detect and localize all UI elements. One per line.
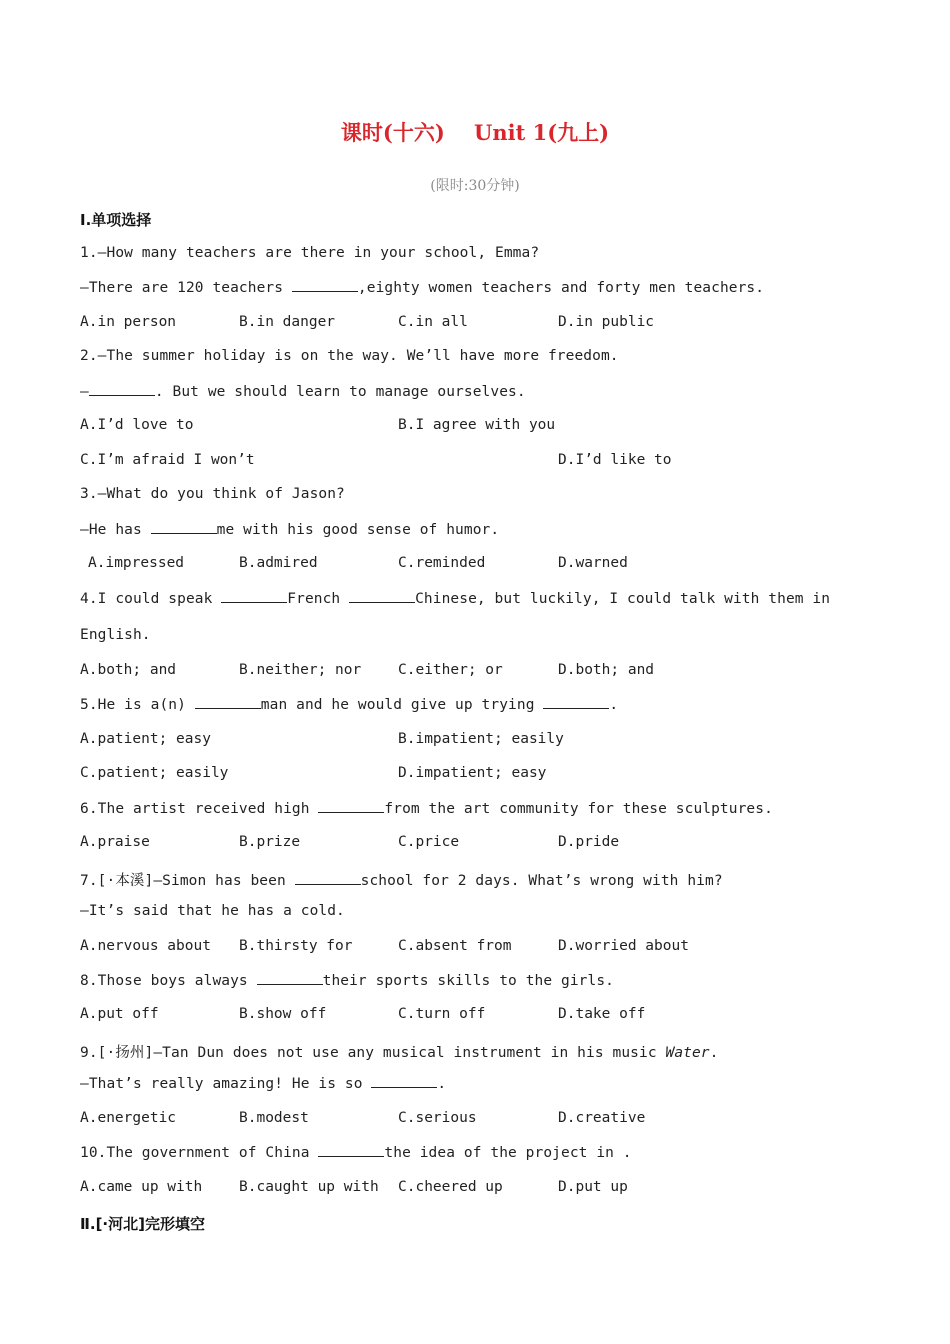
option-b: B.neither; nor: [239, 662, 362, 678]
option-d: D.warned: [558, 555, 628, 571]
time-limit: (限时:30分钟): [430, 178, 520, 194]
option-a: A.patient; easy: [80, 731, 211, 747]
question-9-stem: 9.[·扬州]—Tan Dun does not use any musical instrument in his music Water.: [80, 1045, 719, 1061]
question-9-line2: —That’s really amazing! He is so .: [80, 1076, 447, 1092]
option-b: B.impatient; easily: [398, 731, 564, 747]
question-8-stem: 8.Those boys always their sports skills to the girls.: [80, 973, 614, 989]
option-c: C.either; or: [398, 662, 503, 678]
option-a: A.put off: [80, 1006, 159, 1022]
answer-blank: [371, 1075, 437, 1088]
option-d: D.in public: [558, 314, 655, 330]
option-c: C.price: [398, 834, 460, 850]
music-title: Water: [665, 1045, 710, 1061]
section-title-single-choice: Ⅰ.单项选择: [80, 211, 152, 229]
option-d: D.impatient; easy: [398, 765, 547, 781]
option-b: B.I agree with you: [398, 417, 556, 433]
option-a: A.praise: [80, 834, 150, 850]
option-a: A.in person: [80, 314, 177, 330]
option-a: A.came up with: [80, 1179, 203, 1195]
question-4-line2: English.: [80, 627, 151, 643]
option-b: B.caught up with: [239, 1179, 379, 1195]
question-3-stem: 3.—What do you think of Jason?: [80, 486, 345, 502]
answer-blank: [292, 279, 358, 292]
option-b: B.modest: [239, 1110, 309, 1126]
option-d: D.pride: [558, 834, 620, 850]
option-c: C.absent from: [398, 938, 512, 954]
section-title-cloze: Ⅱ.[·河北]完形填空: [80, 1215, 205, 1233]
question-5-stem: 5.He is a(n) man and he would give up trying .: [80, 697, 619, 713]
option-c: C.I’m afraid I won’t: [80, 452, 255, 468]
option-b: B.prize: [239, 834, 301, 850]
option-b: B.thirsty for: [239, 938, 353, 954]
answer-blank: [195, 696, 261, 709]
page-title: 课时(十六) Unit 1(九上): [340, 120, 610, 145]
answer-blank: [318, 1144, 384, 1157]
option-a: A.I’d love to: [80, 417, 194, 433]
option-d: D.worried about: [558, 938, 689, 954]
question-3-line2: —He has me with his good sense of humor.: [80, 522, 500, 538]
option-c: C.cheered up: [398, 1179, 503, 1195]
option-a: A.impressed: [88, 555, 185, 571]
option-c: C.serious: [398, 1110, 477, 1126]
option-b: B.admired: [239, 555, 318, 571]
question-1-line2: —There are 120 teachers ,eighty women teachers and forty men teachers.: [80, 280, 765, 296]
answer-blank: [295, 872, 361, 885]
answer-blank: [89, 383, 155, 396]
option-a: A.nervous about: [80, 938, 211, 954]
answer-blank: [221, 590, 287, 603]
answer-blank: [151, 521, 217, 534]
question-4-stem: 4.I could speak French Chinese, but luckily, I could talk with them in: [80, 591, 831, 607]
option-c: C.turn off: [398, 1006, 486, 1022]
answer-blank: [257, 972, 323, 985]
option-a: A.energetic: [80, 1110, 177, 1126]
option-d: D.put up: [558, 1179, 628, 1195]
option-d: D.creative: [558, 1110, 646, 1126]
option-b: B.in danger: [239, 314, 336, 330]
answer-blank: [318, 800, 384, 813]
option-c: C.reminded: [398, 555, 486, 571]
option-c: C.patient; easily: [80, 765, 229, 781]
option-a: A.both; and: [80, 662, 177, 678]
question-1-stem: 1.—How many teachers are there in your school, Emma?: [80, 245, 540, 261]
option-d: D.I’d like to: [558, 452, 672, 468]
answer-blank: [543, 696, 609, 709]
question-7-line2: —It’s said that he has a cold.: [80, 903, 345, 919]
question-7-stem: 7.[·本溪]—Simon has been school for 2 days. What’s wrong with him?: [80, 873, 723, 889]
option-d: D.both; and: [558, 662, 655, 678]
question-2-line2: — . But we should learn to manage ourselves.: [80, 384, 526, 400]
question-10-stem: 10.The government of China the idea of the project in .: [80, 1145, 632, 1161]
question-6-stem: 6.The artist received high from the art community for these sculptures.: [80, 801, 773, 817]
option-b: B.show off: [239, 1006, 327, 1022]
option-c: C.in all: [398, 314, 468, 330]
option-d: D.take off: [558, 1006, 646, 1022]
question-2-stem: 2.—The summer holiday is on the way. We’ll have more freedom.: [80, 348, 619, 364]
answer-blank: [349, 590, 415, 603]
